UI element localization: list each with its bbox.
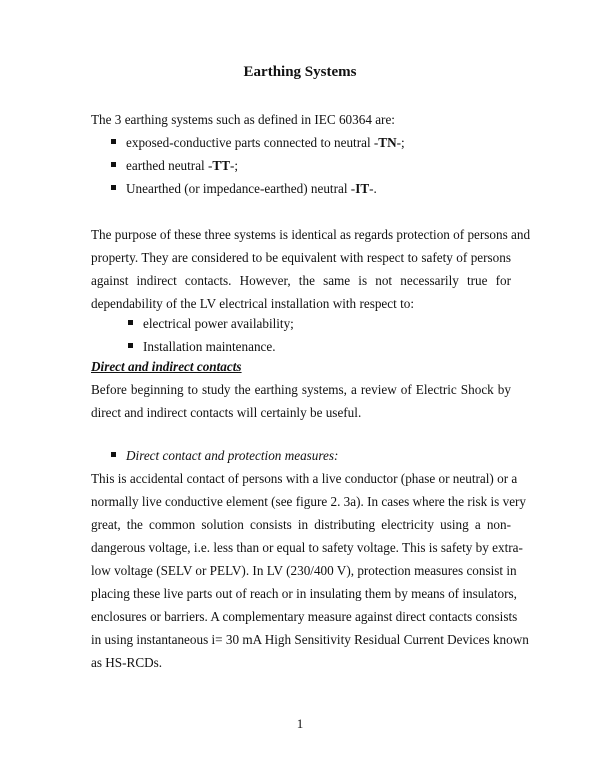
section-heading: Direct and indirect contacts [91,359,242,374]
list-item: exposed-conductive parts connected to neutral -TN-; [111,133,405,153]
paragraph-line: enclosures or barriers. A complementary measure against direct contacts consists [91,609,518,624]
paragraph-line: Before beginning to study the earthing systems, a review of Electric Shock by [91,382,511,397]
paragraph-line: in using instantaneous i= 30 mA High Sensitivity Residual Current Devices known [91,632,529,647]
paragraph-line: property. They are considered to be equivalent with respect to safety of persons [91,250,511,265]
paragraph-line: as HS-RCDs. [91,655,163,670]
paragraph-line: against indirect contacts. However, the same is not necessarily true for [91,273,511,288]
bullet-icon [111,452,116,457]
paragraph-line: dangerous voltage, i.e. less than or equal to safety voltage. This is safety by extra- [91,540,523,555]
bullet-icon [111,139,116,144]
list-item: electrical power availability; [128,314,294,334]
paragraph-line: low voltage (SELV or PELV). In LV (230/400 V), protection measures consist in [91,563,517,578]
list-item: earthed neutral -TT-; [111,156,238,176]
bullet-icon [111,162,116,167]
list-item: Installation maintenance. [128,337,276,357]
list-item: Unearthed (or impedance-earthed) neutral -IT-. [111,179,377,199]
paragraph-line: direct and indirect contacts will certainly be useful. [91,405,362,420]
paragraph-line: great, the common solution consists in distributing electricity using a non- [91,517,511,532]
page-number: 1 [296,716,304,731]
paragraph-line: The purpose of these three systems is identical as regards protection of persons and [91,227,531,242]
page-title: Earthing Systems [243,64,357,80]
intro-text: The 3 earthing systems such as defined in IEC 60364 are: [91,112,395,127]
paragraph-line: dependability of the LV electrical installation with respect to: [91,296,415,311]
bullet-icon [111,185,116,190]
bullet-icon [128,320,133,325]
paragraph-line: placing these live parts out of reach or in insulating them by means of insulators, [91,586,517,601]
paragraph-line: normally live conductive element (see figure 2. 3a). In cases where the risk is very [91,494,527,509]
paragraph-line: This is accidental contact of persons with a live conductor (phase or neutral) or a [91,471,518,486]
bullet-icon [128,343,133,348]
subheading: Direct contact and protection measures: [111,446,338,466]
